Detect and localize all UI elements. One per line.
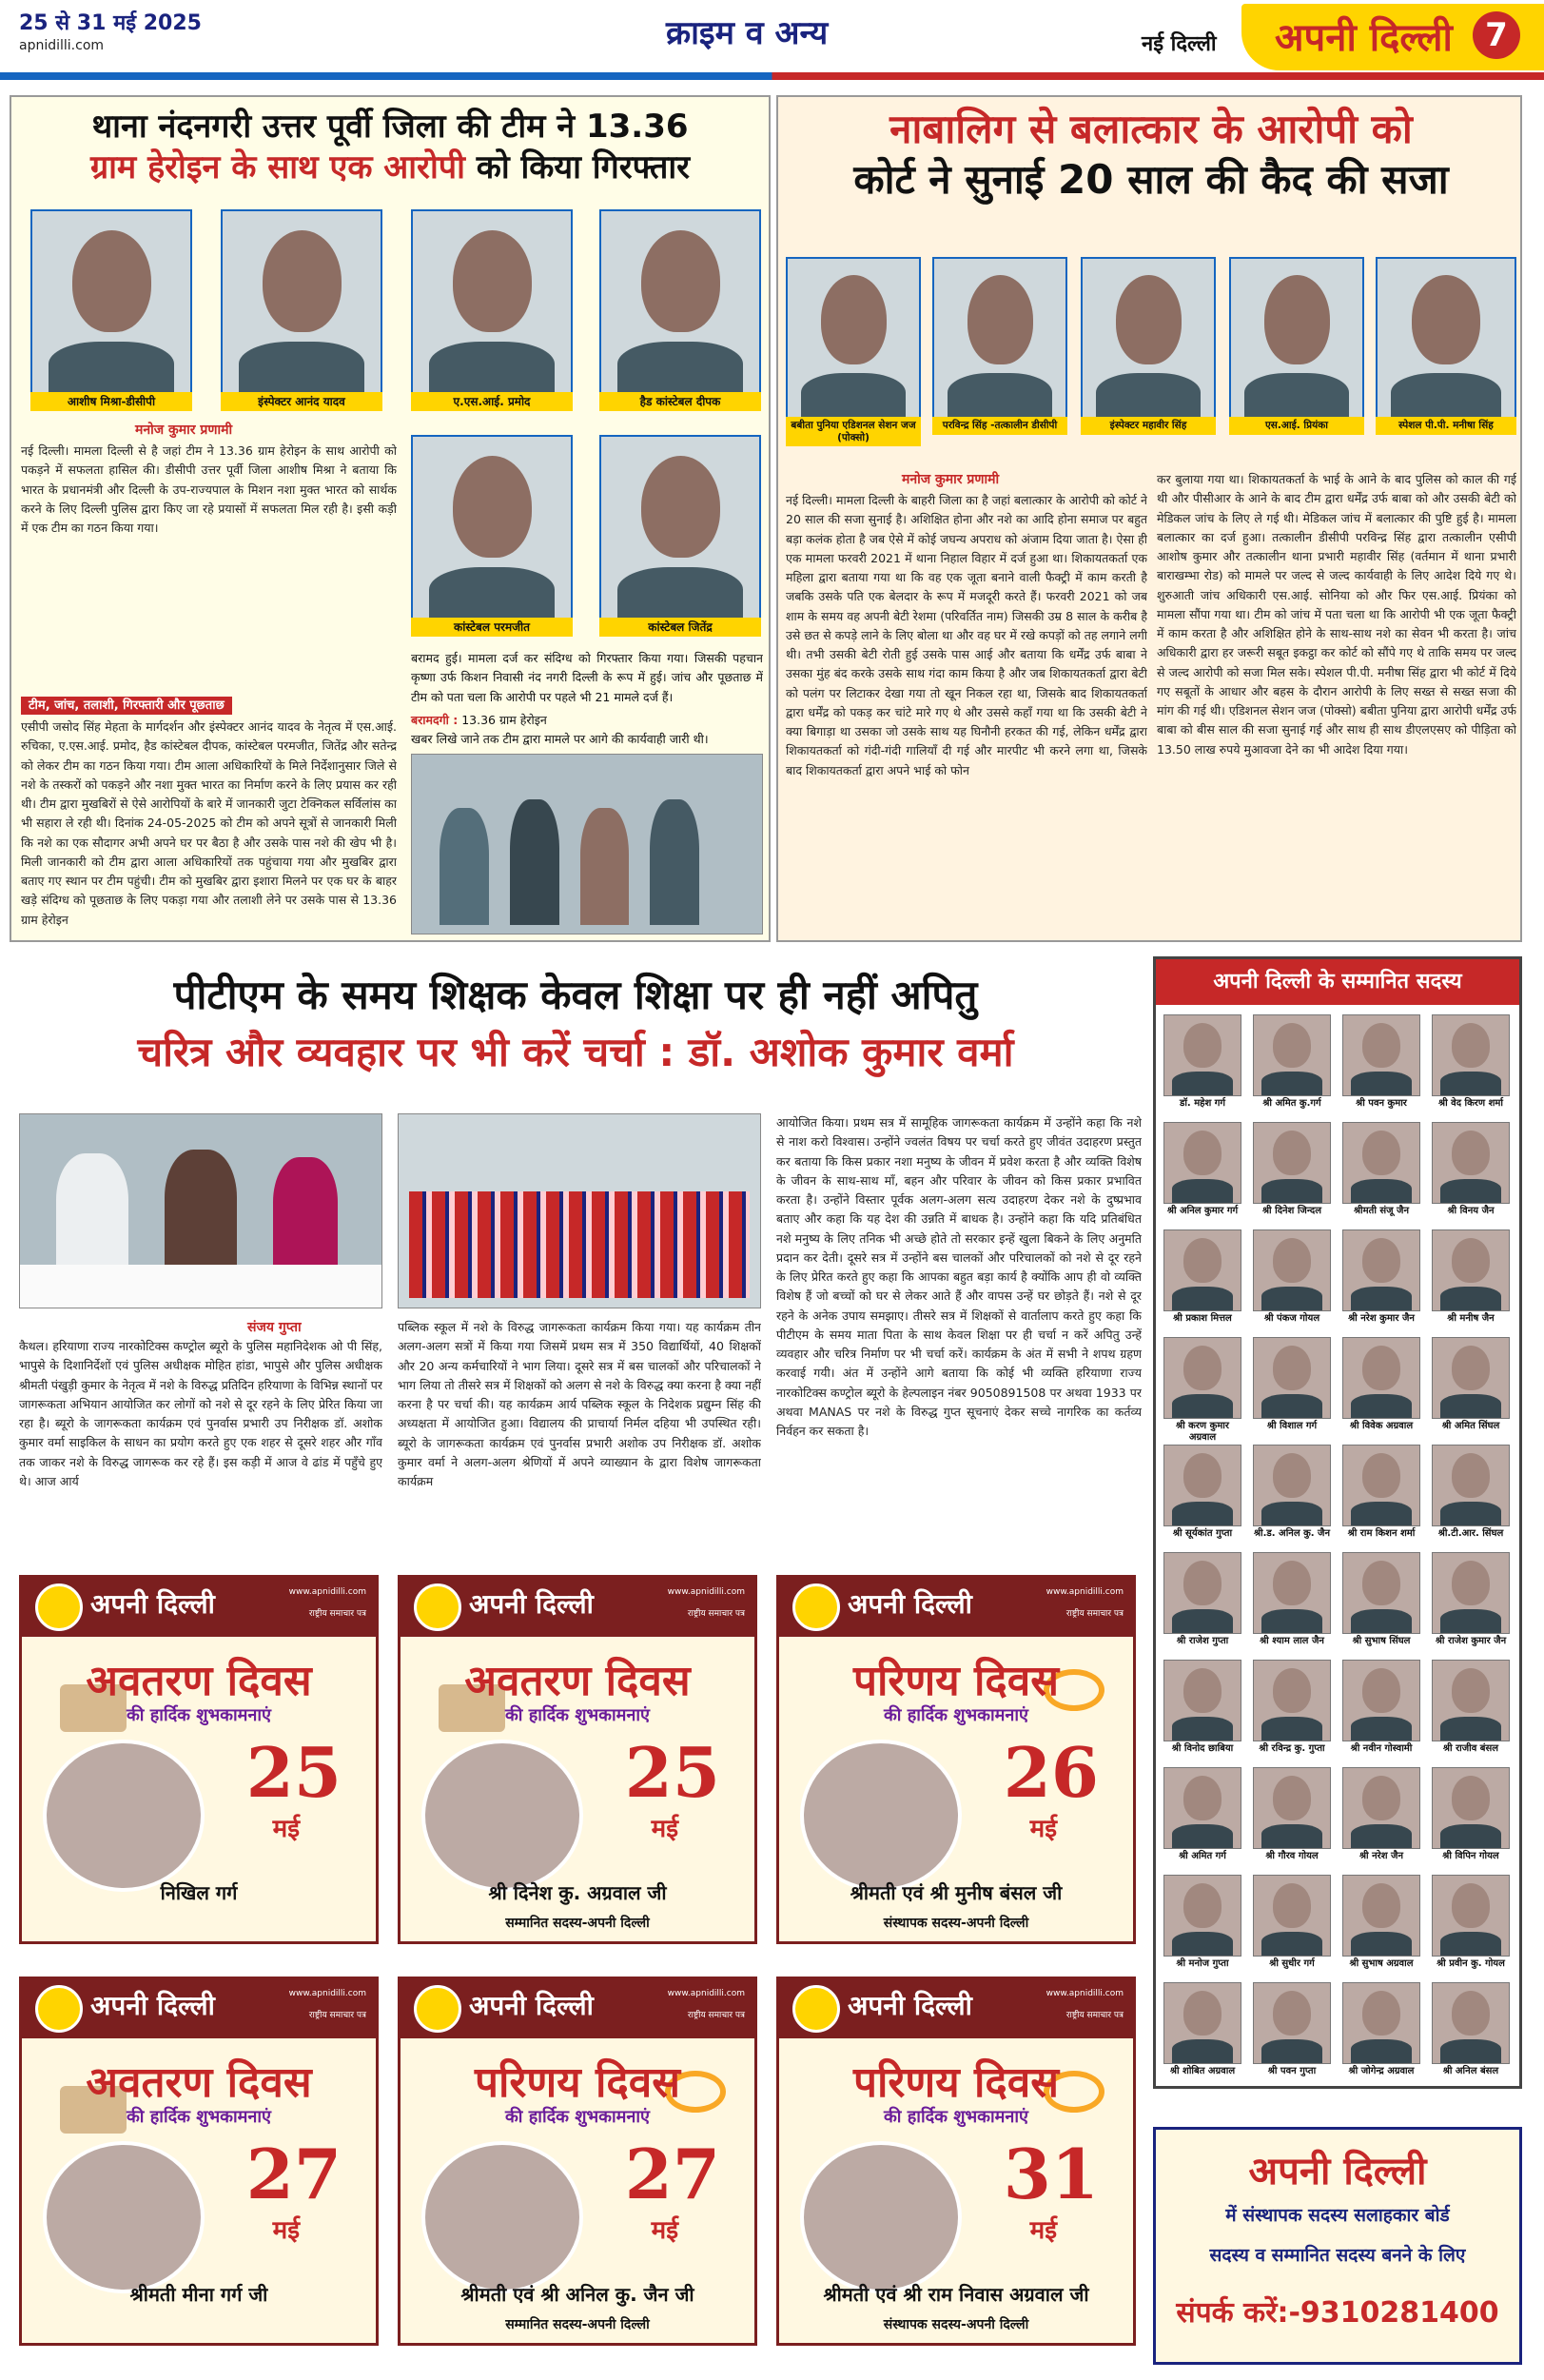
member-name: श्री विनोद छाबिया xyxy=(1171,1743,1234,1754)
photo-students-session xyxy=(398,1113,761,1308)
member-photo xyxy=(1342,1337,1420,1419)
card-month: मई xyxy=(1029,1815,1057,1843)
member-name: श्री वेद किरण शर्मा xyxy=(1438,1098,1503,1109)
member-name: श्री प्रवीन कु. गोयल xyxy=(1437,1958,1505,1969)
caption-pp: स्पेशल पी.पी. मनीषा सिंह xyxy=(1376,417,1516,435)
member-name: श्री नरेश जैन xyxy=(1358,1851,1404,1861)
member-23 xyxy=(1340,1552,1422,1659)
member-26 xyxy=(1251,1660,1333,1766)
story3-para2: पब्लिक स्कूल में नशे के विरुद्ध जागरूकता कार्यक्रम किया गया। यह कार्यक्रम तीन अलग-अलग सत्रों में किया गया जिसमें प्रथम सत्र में 350 विद्यार्थियों, 40 शिक्षकों और 20 अन्य कर्मचारियों ने भाग लिया। दूसरे सत्र में बस चालकों और परिचालकों ने भाग लिया तो तीसरे सत्र में शिक्षकों को अलग से नशे के विरुद्ध क्या करना है क्या नहीं करना है पर चर्चा की। यह कार्यक्रम आर्य पब्लिक स्कूल के निदेशक प्रद्युम्न सिंह की अध्यक्षता में आयोजित हुआ। विद्यालय की प्राचार्या निर्मल दहिया भी उपस्थित रही। ब्यूरो के जागरूकता कार्यक्रम एवं पुनर्वास प्रभारी अशोक उप निरीक्षक डॉ. अशोक कुमार वर्मा ने अलग-अलग श्रेणियों में अपने व्याख्यान के द्वारा विशेष जागरूकता कार्यक्रम xyxy=(398,1320,761,1488)
member-photo xyxy=(1432,1767,1510,1849)
member-name: श्री अनिल बंसल xyxy=(1442,2066,1499,2076)
card-title: अवतरण दिवस xyxy=(464,1657,691,1705)
card-website: www.apnidilli.com xyxy=(1046,1989,1124,1998)
member-22 xyxy=(1251,1552,1333,1659)
member-name: श्री नवीन गोस्वामी xyxy=(1350,1743,1413,1754)
caption-si: एस.आई. प्रियंका xyxy=(1229,417,1364,435)
card-person-name: श्रीमती एवं श्री मुनीष बंसल जी xyxy=(850,1881,1063,1904)
member-photo xyxy=(1432,1229,1510,1311)
caption-constable-2: कांस्टेबल जितेंद्र xyxy=(599,618,761,637)
member-20 xyxy=(1430,1445,1512,1551)
brand-name: अपनी दिल्ली xyxy=(1275,16,1453,60)
member-photo xyxy=(1342,1445,1420,1526)
page-number: 7 xyxy=(1473,11,1520,59)
story3-header xyxy=(10,952,1142,1104)
member-3 xyxy=(1340,1014,1422,1121)
member-name: डॉ. महेश गर्ग xyxy=(1179,1098,1226,1109)
card-brand: अपनी दिल्ली xyxy=(848,1990,972,2021)
member-photo xyxy=(1342,1014,1420,1096)
brand-logo xyxy=(414,1985,461,2033)
member-name: श्री विपिन गोयल xyxy=(1442,1851,1499,1861)
photo-si xyxy=(1229,257,1364,423)
member-photo xyxy=(1432,1014,1510,1096)
member-name: श्री अमित गर्ग xyxy=(1179,1851,1226,1861)
member-name: श्री करण कुमार अग्रवाल xyxy=(1176,1421,1229,1443)
card-person-name: श्रीमती एवं श्री अनिल कु. जैन जी xyxy=(460,2283,694,2306)
city-label: नई दिल्ली xyxy=(1142,32,1217,56)
member-photo xyxy=(1163,1982,1241,2064)
member-5 xyxy=(1162,1122,1243,1229)
card-photo xyxy=(421,1740,583,1892)
story3-para1: कैथल। हरियाणा राज्य नारकोटिक्स कण्ट्रोल ब्यूरो के पुलिस महानिदेशक ओ पी सिंह, भापुसे के दिशानिर्देशों एवं पुलिस अधीक्षक मोहित हांडा, भापुसे और पुलिस अधीक्षक श्रीमती पंखुड़ी कुमार के नेतृत्व में नशे के विरुद्ध प्रतिदिन हरियाणा के विभिन्न स्थानों पर जागरूकता अभियान आयोजित कर लोगों को नशे से दूर रहने के लिए प्रेरित किया जा रहा है। ब्यूरो के जागरूकता कार्यक्रम एवं पुनर्वास प्रभारी उप निरीक्षक डॉ. अशोक कुमार वर्मा साइकिल के साधन का प्रयोग करते हुए एक शहर से दूसरे शहर और गाँव तक जाकर नशे के विरुद्ध जागरूक कर रहे हैं। इस कड़ी में आज वे ढांड में पहुँचे हुए थे। आज आर्य xyxy=(19,1339,382,1488)
card-person-name: निखिल गर्ग xyxy=(160,1881,238,1904)
card-brand: अपनी दिल्ली xyxy=(469,1588,594,1620)
member-9 xyxy=(1162,1229,1243,1336)
card-tagline: राष्ट्रीय समाचार पत्र xyxy=(687,1609,745,1619)
story1-para3: बरामद हुई। मामला दर्ज कर संदिग्ध को गिरफ्तार किया गया। जिसकी पहचान कृष्णा उर्फ किशन निवासी नंद नगरी दिल्ली के रूप में हुई। जांच और पूछताछ में टीम को पता चला कि आरोपी पर पहले भी 21 मामले दर्ज हैं। xyxy=(411,651,763,704)
member-25 xyxy=(1162,1660,1243,1766)
story1-byline: मनोज कुमार प्रणामी xyxy=(135,423,233,438)
greeting-card-5 xyxy=(398,1977,757,2346)
story2-para2: कर बुलाया गया था। शिकायतकर्ता के भाई के आने के बाद पुलिस को काल की गई थी और पीसीआर के आने के बाद टीम द्वारा धर्मेंद्र उर्फ बाबा को और उसकी बेटी को मेडिकल जांच के लिए ले गई थी। मेडिकल जांच में बलात्कार की पुष्टि हुई है। मामला बलात्कार का दर्ज हुआ। तत्कालीन डीसीपी परविन्द्र सिंह द्वारा तत्कालीन एसीपी आशोष कुमार और तत्कालीन थाना प्रभारी महावीर सिंह (वर्तमान में थाना प्रभारी बाराखम्भा रोड) को मामले पर जल्द से जल्द कार्यवाही के लिए आदेश दिये गए थे। शुरुआती जांच अधिकारी एस.आई. सोनिया को और फिर एस.आई. प्रियंका को मामला सौंपा गया था। टीम को जांच में पता चला था कि आरोपी भी एक जूता फैक्ट्री में काम करता है और अशिक्षित होने के साथ-साथ नशे का सेवन भी करता है। जांच अधिकारी द्वारा हर जरूरी सबूत इकट्ठा कर कोर्ट को सौंपे गए थे ताकि समय पर जल्द से जल्द आरोपी को सजा मिल सके। स्पेशल पी.पी. मनीषा सिंह द्वारा भी कोर्ट में दिये गए सबूतों के आधार और बहस के दौरान आरोपी के लिए सख्त से सख्त सजा की मांग की गई थी। एडिशनल सेशन जज (पोक्सो) बबीता पुनिया द्वारा आरोपी धर्मेंद्र उर्फ बाबा को बीस साल की सजा सुनाई गई और साथ ही साथ डीएलएसए को पीड़िता को 13.50 लाख रुपये मुआवजा देने का भी आदेश दिया गया। xyxy=(1157,472,1516,757)
photo-asi xyxy=(411,209,573,400)
card-person-name: श्रीमती मीना गर्ग जी xyxy=(129,2283,268,2306)
member-37 xyxy=(1162,1982,1243,2089)
member-35 xyxy=(1340,1875,1422,1981)
membership-line2: सदस्य व सम्मानित सदस्य बनने के लिए xyxy=(1209,2245,1466,2266)
member-photo xyxy=(1163,1014,1241,1096)
member-name: श्री सुभाष अग्रवाल xyxy=(1349,1958,1414,1969)
member-photo xyxy=(1253,1982,1331,2064)
member-16 xyxy=(1430,1337,1512,1444)
caption-inspector: इंस्पेक्टर आनंद यादव xyxy=(221,392,382,411)
card-person-role: संस्थापक सदस्य-अपनी दिल्ली xyxy=(883,1916,1029,1931)
member-photo xyxy=(1253,1122,1331,1204)
member-name: श्री पवन कुमार xyxy=(1356,1098,1407,1109)
caption-constable-1: कांस्टेबल परमजीत xyxy=(411,618,573,637)
card-subtitle: की हार्दिक शुभकामनाएं xyxy=(504,1705,651,1725)
brand-logo xyxy=(792,1583,840,1631)
member-photo xyxy=(1253,1337,1331,1419)
card-person-name: श्री दिनेश कु. अग्रवाल जी xyxy=(488,1881,667,1904)
card-website: www.apnidilli.com xyxy=(1046,1587,1124,1597)
member-photo xyxy=(1342,1767,1420,1849)
photo-head-constable xyxy=(599,209,761,400)
member-name: श्री अनिल कुमार गर्ग xyxy=(1166,1206,1239,1216)
card-title: परिणय दिवस xyxy=(474,2058,680,2107)
card-tagline: राष्ट्रीय समाचार पत्र xyxy=(687,2011,745,2020)
greeting-card-1 xyxy=(19,1575,379,1944)
member-name: श्री सुधीर गर्ग xyxy=(1269,1958,1315,1969)
story1-headline-line1: थाना नंदनगरी उत्तर पूर्वी जिला की टीम ने 13.36 xyxy=(91,108,689,146)
member-name: श्री विवेक अग्रवाल xyxy=(1349,1421,1414,1431)
card-month: मई xyxy=(651,2216,678,2245)
member-photo xyxy=(1253,1552,1331,1634)
card-brand: अपनी दिल्ली xyxy=(90,1990,215,2021)
member-1 xyxy=(1162,1014,1243,1121)
website[interactable]: apnidilli.com xyxy=(19,38,105,53)
member-38 xyxy=(1251,1982,1333,2089)
card-person-role: सम्मानित सदस्य-अपनी दिल्ली xyxy=(505,2317,650,2332)
card-brand: अपनी दिल्ली xyxy=(90,1588,215,1620)
member-photo xyxy=(1342,1122,1420,1204)
member-21 xyxy=(1162,1552,1243,1659)
member-13 xyxy=(1162,1337,1243,1444)
member-name: श्री दिनेश जिन्दल xyxy=(1261,1206,1322,1216)
member-name: श्री राम किशन शर्मा xyxy=(1347,1528,1416,1539)
section-title: क्राइम व अन्य xyxy=(666,14,829,52)
member-photo xyxy=(1342,1660,1420,1741)
member-photo xyxy=(1253,1445,1331,1526)
member-17 xyxy=(1162,1445,1243,1551)
member-photo xyxy=(1253,1014,1331,1096)
card-title: परिणय दिवस xyxy=(852,2058,1059,2107)
member-name: श्री सुभाष सिंघल xyxy=(1352,1636,1411,1646)
photo-constable-2 xyxy=(599,435,761,625)
member-photo xyxy=(1342,1875,1420,1957)
story1-headline-red: ग्राम हेरोइन के साथ एक आरोपी xyxy=(89,148,465,187)
member-photo xyxy=(1253,1875,1331,1957)
brand-logo xyxy=(35,1583,83,1631)
card-day: 31 xyxy=(1003,2134,1099,2214)
story2-byline: मनोज कुमार प्रणामी xyxy=(902,472,1000,487)
member-photo xyxy=(1432,1875,1510,1957)
photo-officials-table xyxy=(19,1113,382,1308)
caption-head-constable: हैड कांस्टेबल दीपक xyxy=(599,392,761,411)
member-name: श्री राजेश कुमार जैन xyxy=(1435,1636,1507,1646)
member-name: श्री विनय जैन xyxy=(1447,1206,1495,1216)
member-15 xyxy=(1340,1337,1422,1444)
member-4 xyxy=(1430,1014,1512,1121)
member-name: श्री सूर्यकांत गुप्ता xyxy=(1172,1528,1233,1539)
member-name: श्री मनीष जैन xyxy=(1447,1313,1495,1324)
member-name: श्री पवन गुप्ता xyxy=(1267,2066,1317,2076)
member-photo xyxy=(1342,1982,1420,2064)
recovery-label: बरामदगी : xyxy=(411,713,459,727)
member-2 xyxy=(1251,1014,1333,1121)
story1-para4: खबर लिखे जाने तक टीम द्वारा मामले पर आगे की कार्यवाही जारी थी। xyxy=(411,732,709,746)
card-month: मई xyxy=(272,1815,300,1843)
member-photo xyxy=(1163,1122,1241,1204)
member-name: श्री नरेश कुमार जैन xyxy=(1348,1313,1415,1324)
member-34 xyxy=(1251,1875,1333,1981)
story3-para3: आयोजित किया। प्रथम सत्र में सामूहिक जागरूकता कार्यक्रम में उन्होंने कहा कि नशे से नाश करो विश्वास। उन्होंने ज्वलंत विषय पर चर्चा करते हुए जीवंत उदाहरण प्रस्तुत कर बताया कि किस प्रकार नशा मनुष्य के जीवन में प्रवेश करता है और व्यक्ति विशेष के जीवन के साथ-साथ माँ, बहन और परिवार के जीवन को किस प्रकार प्रभावित करता है। उन्होंने विस्तार पूर्वक अलग-अलग सत्य उदाहरण देकर नशे के दुष्प्रभाव बताए और कहा कि यह देश की उन्नति में बाधक है। उन्होंने कहा कि यदि प्रतिबंधित नशे मनुष्य के लिए तनिक भी अच्छे होते तो सरकार इन्हें खुला बिकने के लिए अनुमति प्रदान कर देती। दूसरे सत्र में उन्होंने बस चालकों और परिचालकों को नशे से दूर रहने के लिए प्रेरित करते हुए कहा कि आपका बहुत बड़ा कार्य है क्योंकि आप ही वो व्यक्ति विशेष हैं जो बच्चों को घर से लेकर आते हैं और वापस उन्हें घर छोड़ते हैं। नशे से दूर रहने के अनेक उपाय समझाए। तीसरे सत्र में शिक्षकों से वार्तालाप करते हुए कहा कि पीटीएम के समय माता पिता के साथ केवल शिक्षा पर ही चर्चा न करें अपितु उन्हें व्यवहार और चरित्र निर्माण पर भी चर्चा करें। कार्यक्रम के अंत में सभी ने शपथ ग्रहण करवाई गयी। अंत में उन्होंने आगे बताया कि कोई भी व्यक्ति हरियाणा राज्य नारकोटिक्स कण्ट्रोल ब्यूरो के हेल्पलाइन नंबर 9050891508 पर अथवा 1933 पर अथवा MANAS पर नशे के विरुद्ध गुप्त सूचनाएं देकर सच्चे नागरिक का कर्तव्य निर्वहन कर सकता है। xyxy=(776,1115,1142,1438)
member-name: श्री राजीव बंसल xyxy=(1442,1743,1499,1754)
member-32 xyxy=(1430,1767,1512,1874)
member-10 xyxy=(1251,1229,1333,1336)
card-tagline: राष्ट्रीय समाचार पत्र xyxy=(1065,1609,1124,1619)
masthead xyxy=(0,0,1544,88)
member-40 xyxy=(1430,1982,1512,2089)
card-tagline: राष्ट्रीय समाचार पत्र xyxy=(308,2011,366,2020)
member-photo xyxy=(1163,1875,1241,1957)
member-photo xyxy=(1432,1982,1510,2064)
caption-dcp: आशीष मिश्रा-डीसीपी xyxy=(30,392,192,411)
member-8 xyxy=(1430,1122,1512,1229)
member-photo xyxy=(1432,1445,1510,1526)
card-brand: अपनी दिल्ली xyxy=(469,1990,594,2021)
membership-line1: में संस्थापक सदस्य सलाहकार बोर्ड xyxy=(1225,2205,1450,2226)
card-month: मई xyxy=(651,1815,678,1843)
membership-brand: अपनी दिल्ली xyxy=(1248,2150,1427,2193)
member-name: श्री पंकज गोयल xyxy=(1263,1313,1320,1324)
photo-judge xyxy=(786,257,921,423)
brand-logo xyxy=(414,1583,461,1631)
card-website: www.apnidilli.com xyxy=(667,1587,745,1597)
story1-para1: नई दिल्ली। मामला दिल्ली से है जहां टीम ने 13.36 ग्राम हेरोइन के साथ आरोपी को पकड़ने में सफलता हासिल की। डीसीपी उत्तर पूर्वी जिला आशीष मिश्रा ने बताया कि भारत के प्रधानमंत्री और दिल्ली के उप-राज्यपाल के मिशन नशा मुक्त भारत को सार्थक करने के लिए दिल्ली पुलिस द्वारा किए जा रहे प्रयासों में सफलता मिल रही है। इसी कड़ी में एक टीम का गठन किया गया। xyxy=(21,443,397,535)
member-31 xyxy=(1340,1767,1422,1874)
card-month: मई xyxy=(1029,2216,1057,2245)
card-person-role: संस्थापक सदस्य-अपनी दिल्ली xyxy=(883,2317,1029,2332)
member-11 xyxy=(1340,1229,1422,1336)
card-photo xyxy=(800,2141,962,2293)
greeting-card-2 xyxy=(398,1575,757,1944)
brand-logo xyxy=(35,1985,83,2033)
recovery-text: 13.36 ग्राम हेरोइन xyxy=(458,713,547,727)
greeting-card-6 xyxy=(776,1977,1136,2346)
card-photo xyxy=(800,1740,962,1892)
card-day: 25 xyxy=(245,1732,342,1813)
member-photo xyxy=(1432,1660,1510,1741)
card-title: अवतरण दिवस xyxy=(86,1657,312,1705)
masthead-rule xyxy=(0,72,1544,80)
card-subtitle: की हार्दिक शुभकामनाएं xyxy=(883,2107,1029,2127)
contact-phone[interactable]: 9310281400 xyxy=(1300,2296,1499,2330)
card-subtitle: की हार्दिक शुभकामनाएं xyxy=(126,2107,272,2127)
story2-para1: नई दिल्ली। मामला दिल्ली के बाहरी जिला का है जहां बलात्कार के आरोपी को कोर्ट ने 20 साल की सजा सुनाई है। अशिक्षित होना और नशे का आदि होना समाज पर बहुत बड़ा कलंक होता है जब ऐसे में कोई जघन्य अपराध को अंजाम दिया जाता है। ऐसा ही एक मामला फरवरी 2021 में थाना निहाल विहार में दर्ज हुआ था। शिकायतकर्ता एक महिला द्वारा बताया गया था कि वह एक जूता बनाने वाली फैक्ट्री में काम करती है जबकि उसके पति एक बेलदार के रूप में मजदूरी करते हैं। फरवरी 2021 को जब शाम के समय वह अपनी बेटी रेशमा (परिवर्तित नाम) जिसकी उम्र 8 साल के करीब है उसे छत से कपड़े लाने के लिए बोला था और वह घर में रखे कपड़ों को तह लगाने लगी थी। तभी उसकी बेटी रोती हुई उसके पास आई और बताया कि धर्मेंद्र उर्फ बाबा ने उसका मुंह बंद करके उसके साथ गंदा काम किया है और जब शिकायतकर्ता द्वारा बेटी को पलंग पर लिटाकर देखा गया तो खून निकल रहा था, जिसके बाद शिकायतकर्ता द्वारा धर्मेंद्र को पकड़ कर चांटे मारे गए थे और उससे कहाँ गया था कि उसकी बेटी ने क्या बिगाड़ा था उसका जो उसके साथ यह घिनौनी हरकत की गई, लेकिन धर्मेंद्र द्वारा शिकायतकर्ता को गंदी-गंदी गालियाँ दी गई और मारपीट भी करने लगा था, जिसके बाद शिकायतकर्ता द्वारा अपने भाई को फोन xyxy=(786,493,1147,777)
member-name: श्री अमित कु.गर्ग xyxy=(1262,1098,1321,1109)
member-photo xyxy=(1432,1337,1510,1419)
brand-logo xyxy=(792,1985,840,2033)
member-name: श्री अमित सिंघल xyxy=(1441,1421,1500,1431)
story-heroin-arrest xyxy=(10,95,771,942)
photo-team-with-accused xyxy=(411,754,763,934)
member-30 xyxy=(1251,1767,1333,1874)
member-name: श्री जोगेन्द्र अग्रवाल xyxy=(1348,2066,1415,2076)
contact-label: संपर्क करें:- xyxy=(1176,2296,1300,2330)
member-name: श्री.ड. अनिल कु. जैन xyxy=(1253,1528,1331,1539)
member-name: श्री मनोज गुप्ता xyxy=(1176,1958,1229,1969)
story1-subhead: टीम, जांच, तलाशी, गिरफ्तारी और पूछताछ xyxy=(21,697,232,715)
honored-members-panel xyxy=(1153,956,1522,2089)
card-tagline: राष्ट्रीय समाचार पत्र xyxy=(308,1609,366,1619)
member-27 xyxy=(1340,1660,1422,1766)
card-title: अवतरण दिवस xyxy=(86,2058,312,2107)
member-photo xyxy=(1163,1445,1241,1526)
member-name: श्रीमती संजू जैन xyxy=(1353,1206,1410,1216)
member-7 xyxy=(1340,1122,1422,1229)
member-name: श्री गौरव गोयल xyxy=(1265,1851,1319,1861)
caption-asi: ए.एस.आई. प्रमोद xyxy=(411,392,573,411)
membership-banner xyxy=(1153,2127,1522,2365)
card-website: www.apnidilli.com xyxy=(667,1989,745,1998)
member-photo xyxy=(1432,1122,1510,1204)
issue-date: 25 से 31 मई 2025 xyxy=(19,11,202,35)
card-subtitle: की हार्दिक शुभकामनाएं xyxy=(126,1705,272,1725)
caption-judge: बबीता पुनिया एडिशनल सेशन जज (पोक्सो) xyxy=(786,417,921,446)
member-name: श्री विशाल गर्ग xyxy=(1266,1421,1318,1431)
story2-headline xyxy=(786,105,1516,205)
photo-dcp xyxy=(30,209,192,400)
member-photo xyxy=(1342,1229,1420,1311)
card-photo xyxy=(43,2141,205,2293)
story3-headline-line1: पीटीएम के समय शिक्षक केवल शिक्षा पर ही नहीं अपितु xyxy=(173,972,978,1018)
member-name: श्री.टी.आर. सिंघल xyxy=(1437,1528,1504,1539)
honored-members-title: अपनी दिल्ली के सम्मानित सदस्य xyxy=(1156,959,1519,1005)
member-photo xyxy=(1253,1229,1331,1311)
card-month: मई xyxy=(272,2216,300,2245)
story1-headline-rest: को किया गिरफ्तार xyxy=(464,148,691,187)
card-website: www.apnidilli.com xyxy=(288,1989,366,1998)
card-day: 27 xyxy=(245,2134,342,2214)
member-photo xyxy=(1163,1767,1241,1849)
member-photo xyxy=(1163,1229,1241,1311)
story1-headline xyxy=(21,107,759,187)
card-subtitle: की हार्दिक शुभकामनाएं xyxy=(883,1705,1029,1725)
member-photo xyxy=(1163,1660,1241,1741)
card-person-name: श्रीमती एवं श्री राम निवास अग्रवाल जी xyxy=(823,2283,1089,2306)
photo-inspector xyxy=(221,209,382,400)
card-photo xyxy=(421,2141,583,2293)
member-14 xyxy=(1251,1337,1333,1444)
member-photo xyxy=(1163,1552,1241,1634)
story1-para2: एसीपी जसोद सिंह मेहता के मार्गदर्शन और इंस्पेक्टर आनंद यादव के नेतृत्व में एस.आई. रुचिका, ए.एस.आई. प्रमोद, हैड कांस्टेबल दीपक, कांस्टेबल परमजीत, जितेंद्र और सतेन्द्र को लेकर टीम का गठन किया गया। टीम आला अधिकारियों के मिले निर्देशानुसार जिले से नशे के तस्करों को पकड़ने और नशा मुक्त भारत का निर्माण करने के लिए प्रयास कर रही थी। टीम द्वारा मुखबिरों से ऐसे आरोपियों के बारे में जानकारी जुटा टेक्निकल सर्विलांस का भी सहारा ले रही थी। दिनांक 24-05-2025 को टीम को अपने सूत्रों से जानकारी मिली कि नशे का एक सौदागर अभी अपने घर पर बैठा है और उसके पास नशे की खेप भी है। मिली जानकारी को टीम द्वारा आला अधिकारियों तक पहुंचाया गया और मुखबिर द्वारा बताए गए स्थान पर टीम पहुंची। टीम को मुखबिर द्वारा इशारा मिलने पर एक घर के बाहर खड़े संदिग्ध को पूछताछ के लिए पकड़ा गया और तलाशी लेने पर उसके पास से 13.36 ग्राम हेरोइन xyxy=(21,719,397,927)
member-29 xyxy=(1162,1767,1243,1874)
member-name: श्री राजेश गुप्ता xyxy=(1176,1636,1229,1646)
member-photo xyxy=(1253,1660,1331,1741)
photo-pp xyxy=(1376,257,1516,423)
photo-constable-1 xyxy=(411,435,573,625)
card-person-role: सम्मानित सदस्य-अपनी दिल्ली xyxy=(505,1916,650,1931)
card-photo xyxy=(43,1740,205,1892)
member-name: श्री रविन्द्र कु. गुप्ता xyxy=(1259,1743,1325,1754)
card-title: परिणय दिवस xyxy=(852,1657,1059,1705)
card-day: 25 xyxy=(624,1732,720,1813)
greeting-card-4 xyxy=(19,1977,379,2346)
photo-dcp2 xyxy=(932,257,1067,423)
story2-headline-line1: नाबालिग से बलात्कार के आरोपी को xyxy=(889,106,1413,152)
member-name: श्री प्रकाश मित्तल xyxy=(1173,1313,1232,1324)
member-39 xyxy=(1340,1982,1422,2089)
member-18 xyxy=(1251,1445,1333,1551)
member-name: श्री शोबित अग्रवाल xyxy=(1169,2066,1236,2076)
story3-byline: संजय गुप्ता xyxy=(247,1320,302,1335)
card-website: www.apnidilli.com xyxy=(288,1587,366,1597)
member-28 xyxy=(1430,1660,1512,1766)
member-12 xyxy=(1430,1229,1512,1336)
photo-inspector2 xyxy=(1081,257,1216,423)
member-24 xyxy=(1430,1552,1512,1659)
card-day: 27 xyxy=(624,2134,720,2214)
story-court-sentence xyxy=(776,95,1522,942)
card-tagline: राष्ट्रीय समाचार पत्र xyxy=(1065,2011,1124,2020)
card-brand: अपनी दिल्ली xyxy=(848,1588,972,1620)
story3-headline-line2: चरित्र और व्यवहार पर भी करें चर्चा : डॉ. अशोक कुमार वर्मा xyxy=(137,1029,1014,1075)
caption-inspector2: इंस्पेक्टर महावीर सिंह xyxy=(1081,417,1216,435)
card-day: 26 xyxy=(1003,1732,1099,1813)
card-subtitle: की हार्दिक शुभकामनाएं xyxy=(504,2107,651,2127)
member-36 xyxy=(1430,1875,1512,1981)
member-33 xyxy=(1162,1875,1243,1981)
membership-contact[interactable] xyxy=(1156,2291,1519,2331)
caption-dcp2: परविन्द्र सिंह -तत्कालीन डीसीपी xyxy=(932,417,1067,435)
member-6 xyxy=(1251,1122,1333,1229)
member-photo xyxy=(1432,1552,1510,1634)
member-19 xyxy=(1340,1445,1422,1551)
greeting-card-3 xyxy=(776,1575,1136,1944)
member-name: श्री श्याम लाल जैन xyxy=(1260,1636,1324,1646)
member-photo xyxy=(1342,1552,1420,1634)
story2-headline-line2: कोर्ट ने सुनाई 20 साल की कैद की सजा xyxy=(853,155,1449,203)
member-photo xyxy=(1163,1337,1241,1419)
member-photo xyxy=(1253,1767,1331,1849)
